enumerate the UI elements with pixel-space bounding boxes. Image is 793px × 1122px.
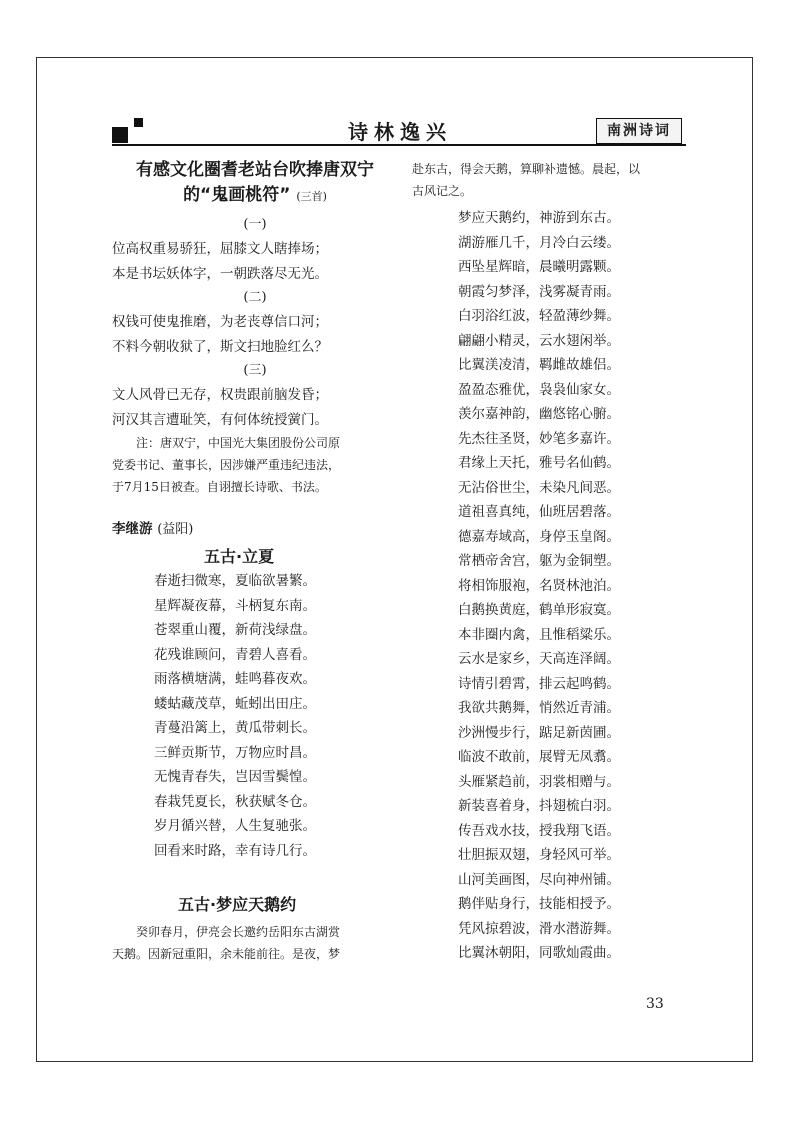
poem1-title-note: (三首) — [296, 190, 327, 203]
poem3-line: 传吾戏水技，授我翔飞语。 — [458, 822, 620, 839]
poem3-line: 云水是家乡，天高连泽阔。 — [458, 651, 620, 667]
poem3-line: 比翼渼凌清，羁雌故雄侣。 — [458, 357, 620, 373]
poem3-line: 先杰往圣贤，妙笔多嘉许。 — [458, 430, 620, 447]
poem3-line: 临波不敢前，展臂无凤翥。 — [458, 749, 620, 765]
poem3-line: 常栖帝舍宫，躯为金铜塑。 — [458, 553, 620, 569]
poem3-title: 五古·梦应天鹅约 — [178, 895, 297, 914]
author-name: 李继游 — [112, 521, 153, 537]
poem2-line: 花残谁顾问，青碧人喜看。 — [154, 646, 316, 663]
poem2-line: 无愧青春失，岂因雪鬓惶。 — [154, 769, 316, 785]
poem2-line: 蝼蛄藏茂草，蚯蚓出田庄。 — [154, 695, 316, 712]
poem3-intro-line: 天鹅。因新冠重阳，余未能前往。是夜，梦 — [112, 947, 341, 961]
poem2-line: 春逝扫微寒，夏临欲暑繁。 — [154, 573, 316, 589]
poem3-line: 比翼沐朝阳，同歌灿霞曲。 — [458, 945, 620, 961]
poem3-line: 白羽浴红波，轻盈薄纱舞。 — [458, 308, 620, 324]
poem3-intro-line: 赴东古，得会天鹅，算聊补遗憾。晨起，以 — [412, 162, 641, 176]
poem2-line: 三鲜贡斯节，万物应时昌。 — [154, 744, 316, 761]
poem3-line: 山河美画图，尽向神州铺。 — [458, 871, 620, 888]
poem3-line: 沙洲慢步行，踮足新茵圃。 — [458, 724, 620, 741]
poem1-line: 不料今朝收狱了，斯文扫地脸红么？ — [112, 338, 328, 355]
left-column — [112, 158, 398, 965]
poem3-intro-line: 古风记之。 — [412, 184, 473, 198]
poem1-line: 文人风骨已无存，权贵跟前脑发昏； — [112, 387, 328, 403]
poem1-title-text: 的“鬼画桃符” — [183, 185, 291, 205]
poem3-lines — [412, 206, 684, 966]
poem3-line: 朝霞匀梦泽，浅雾凝青雨。 — [458, 283, 620, 300]
poem1-line: 河汉其言遭耻笑，有何体统授黉门。 — [112, 411, 328, 428]
poem2-line: 回看来时路，幸有诗几行。 — [154, 842, 316, 859]
poem2-title: 五古·立夏 — [204, 547, 275, 566]
header-square-large — [112, 127, 128, 143]
poem3-line: 白鹅换黄庭，鹤单形寂寞。 — [458, 602, 620, 618]
poem1-section-mark: (二) — [243, 290, 267, 305]
poem3-line: 翩翩小精灵，云水翅闲举。 — [458, 332, 620, 349]
poem1-note-line: 注：唐双宁，中国光大集团股份公司原 — [136, 436, 341, 450]
poem1-line: 位高权重易骄狂，屈膝文人瞎捧场； — [112, 241, 328, 257]
poem3-line: 头雁紧趋前，羽裳相赠与。 — [458, 773, 620, 790]
poem1-line: 权钱可使鬼推磨，为老丧尊信口河； — [112, 314, 328, 330]
poem3-intro-line: 癸卯春月，伊亮会长邀约岳阳东古湖赏 — [136, 925, 341, 939]
poem3-line: 湖游雁几千，月冷白云缕。 — [458, 234, 620, 251]
poem2-line: 岁月循兴替，人生复驰张。 — [154, 818, 316, 834]
poem3-line: 德嘉寿域高，身停玉皇阁。 — [458, 528, 620, 545]
poem3-line: 壮胆振双翅，身轻风可举。 — [458, 847, 620, 863]
poem2-line: 苍翠重山覆，新荷浅绿盘。 — [154, 622, 316, 638]
author-place: (益阳) — [157, 522, 194, 537]
poem2-line: 星辉凝夜幕，斗柄复东南。 — [154, 597, 316, 614]
poem1-title-line1: 有感文化圈耆老站台吹捧唐双宁 — [136, 160, 374, 180]
poem3-line: 梦应天鹅约，神游到东古。 — [458, 210, 620, 226]
page-number: 33 — [646, 996, 664, 1012]
poem3-line: 道祖喜真纯，仙班居碧落。 — [458, 504, 620, 520]
poem1-line: 本是书坛妖体字，一朝跌落尽无光。 — [112, 265, 328, 282]
poem1-section-mark: (三) — [243, 363, 267, 378]
poem1-title-line2 — [112, 183, 398, 209]
poem2-line: 青蔓沿篱上，黄瓜带刺长。 — [154, 720, 316, 736]
poem3-line: 盈盈态雅优，袅袅仙家女。 — [458, 381, 620, 398]
poem3-line: 新装喜着身，抖翅梳白羽。 — [458, 798, 620, 814]
poem3-line: 诗情引碧霄，排云起鸣鹤。 — [458, 675, 620, 692]
poem3-line: 本非圈内禽，且惟稻粱乐。 — [458, 626, 620, 643]
poem1-section-mark: (一) — [243, 217, 267, 232]
author-byline — [112, 518, 398, 541]
poem3-line: 君缘上天托，雅号名仙鹤。 — [458, 455, 620, 471]
right-column — [412, 158, 684, 966]
poem3-line: 鹅伴贴身行，技能相授予。 — [458, 896, 620, 912]
header-square-small — [134, 118, 143, 127]
poem2-line: 雨落横塘满，蛙鸣暮夜欢。 — [154, 671, 316, 687]
poem3-line: 无沾俗世尘，未染凡间恶。 — [458, 479, 620, 496]
poem3-line: 西坠星辉暗，晨曦明露颗。 — [458, 259, 620, 275]
poem1-note-line: 党委书记、董事长，因涉嫌严重违纪违法， — [112, 458, 341, 472]
section-title: 诗林逸兴 — [348, 120, 452, 144]
poem3-line: 将相饰服袍，名贤林池泊。 — [458, 577, 620, 594]
poem3-line: 羡尔嘉神韵，幽悠铭心腑。 — [458, 406, 620, 422]
poem3-line: 我欲共鹅舞，悄然近青浦。 — [458, 700, 620, 716]
poem2-lines — [112, 569, 398, 863]
poem3-line: 凭风掠碧波，滑水潜游舞。 — [458, 920, 620, 937]
poem1-note-line: 于7月15日被查。自诩擅长诗歌、书法。 — [112, 480, 327, 494]
column-tag: 南洲诗词 — [596, 118, 682, 144]
poem2-line: 春栽凭夏长，秋获赋冬仓。 — [154, 793, 316, 810]
